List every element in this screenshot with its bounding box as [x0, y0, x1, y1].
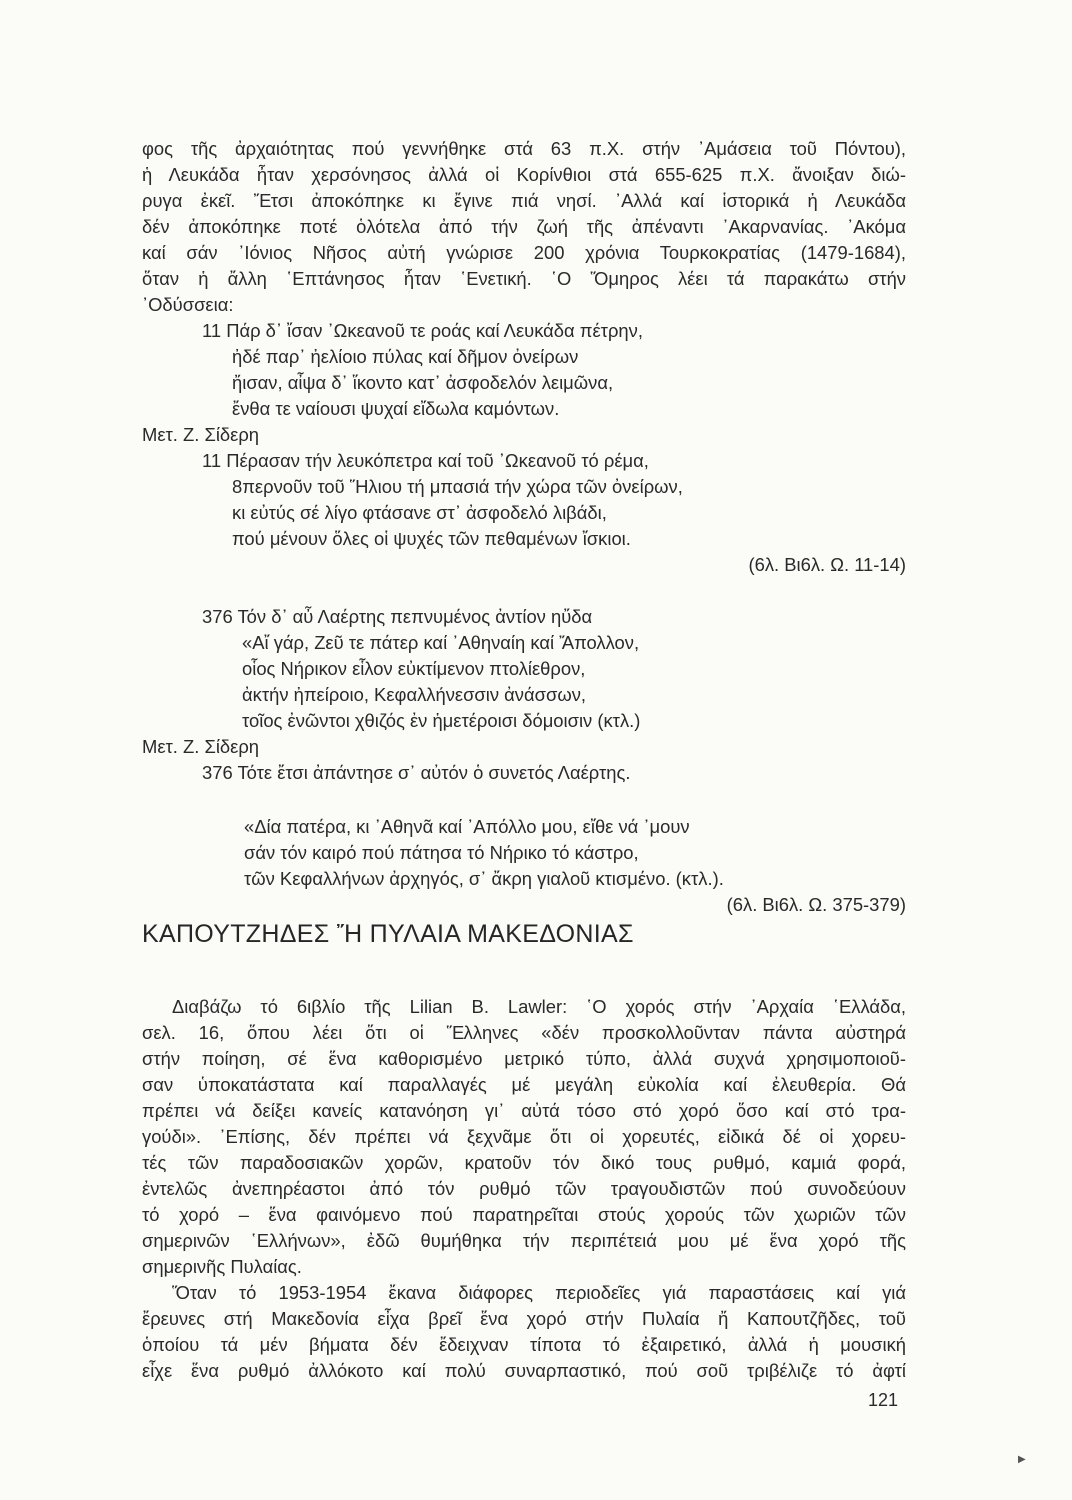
body-line: ᾽Οδύσσεια:: [142, 294, 234, 315]
body-line: ἡ Λευκάδα ἦταν χερσόνησος ἀλλά οἱ Κορίνθιοι στά 655-625 π.Χ. ἄνοιξαν διώ-: [142, 164, 906, 185]
body-line: σημερινῶν ῾Ελλήνων», ἐδῶ θυμήθηκα τήν περιπέτειά μου μέ ἕνα χορό τῆς: [142, 1230, 906, 1251]
body-line: ἐντελῶς ἀνεπηρέαστοι ἀπό τόν ρυθμό τῶν τραγουδιστῶν πού συνοδεύουν: [142, 1178, 906, 1199]
body-line: ἔρευνες στή Μακεδονία εἶχα βρεῖ ἕνα χορό στήν Πυλαία ἤ Καπουτζῆδες, τοῦ: [142, 1308, 906, 1329]
translation-line: σάν τόν καιρό πού πάτησα τό Νήρικο τό κάστρο,: [244, 842, 639, 863]
page-number: 121: [868, 1390, 899, 1410]
body-line: καί σάν ᾽Ιόνιος Νῆσος αὐτή γνώρισε 200 χρόνια Τουρκοκρατίας (1479-1684),: [142, 242, 906, 263]
body-line: γούδι». ᾽Επίσης, δέν πρέπει νά ξεχνᾶμε ὅτι οἱ χορευτές, εἰδικά δέ οἱ χορευ-: [142, 1126, 906, 1147]
verse-line: ἠδέ παρ᾽ ἠελίοιο πύλας καί δῆμον ὀνείρων: [232, 346, 579, 367]
translation-line: τῶν Κεφαλλήνων ἀρχηγός, σ᾽ ἄκρη γιαλοῦ κτισμένο. (κτλ.).: [244, 868, 724, 889]
verse-line: «Αἴ γάρ, Ζεῦ τε πάτερ καί ᾽Αθηναίη καί Ἄπολλον,: [242, 632, 640, 653]
body-line: σαν ὑποκατάστατα καί παραλλαγές μέ μεγάλη εὐκολία καί ἐλευθερία. Θά: [142, 1074, 906, 1095]
body-line: δέν ἀποκόπηκε ποτέ ὁλότελα ἀπό τήν ζωή τῆς ἀπέναντι ᾽Ακαρνανίας. ᾽Ακόμα: [142, 216, 906, 237]
body-line: εἶχε ἕνα ρυθμό ἀλλόκοτο καί πολύ συναρπαστικό, πού σοῦ τριβέλιζε τό ἀφτί: [142, 1360, 906, 1381]
verse-line: 376 Τόν δ᾽ αὖ Λαέρτης πεπνυμένος ἀντίον ηὔδα: [202, 606, 593, 627]
body-line: ὅταν ἡ ἄλλη ῾Επτάνησος ἦταν ῾Ενετική. ῾Ο Ὅμηρος λέει τά παρακάτω στήν: [142, 268, 906, 289]
verse-line: ἔνθα τε ναίουσι ψυχαί εἴδωλα καμόντων.: [232, 398, 560, 419]
verse-reference: (6λ. Βι6λ. Ω. 375-379): [726, 894, 906, 915]
translator-credit: Μετ. Ζ. Σίδερη: [142, 424, 260, 445]
translation-line: «Δία πατέρα, κι ᾽Αθηνᾶ καί ᾽Απόλλο μου, εἴθε νά ᾽μουν: [244, 816, 690, 837]
verse-line: ἀκτήν ἠπείροιο, Κεφαλλήνεσσιν ἀνάσσων,: [242, 684, 586, 705]
translation-line: 376 Τότε ἔτσι ἀπάντησε σ᾽ αὐτόν ὁ συνετός Λαέρτης.: [202, 762, 631, 783]
section-heading: ΚΑΠΟΥΤΖΗΔΕΣ Ἤ ΠΥΛΑΙΑ ΜΑΚΕΔΟΝΙΑΣ: [142, 920, 634, 948]
translator-credit: Μετ. Ζ. Σίδερη: [142, 736, 260, 757]
body-line: σημερινῆς Πυλαίας.: [142, 1256, 302, 1277]
body-line: Διαβάζω τό 6ιβλίο τῆς Lilian B. Lawler: ῾Ο χορός στήν ᾽Αρχαία ῾Ελλάδα,: [172, 996, 906, 1017]
verse-reference: (6λ. Βι6λ. Ω. 11-14): [748, 554, 906, 575]
scan-mark-icon: ▶: [1018, 1454, 1026, 1465]
verse-line: 11 Πάρ δ᾽ ἴσαν ᾽Ωκεανοῦ τε ροάς καί Λευκάδα πέτρην,: [202, 320, 643, 341]
body-line: σελ. 16, ὅπου λέει ὅτι οἱ Ἕλληνες «δέν προσκολλοῦνταν πάντα αὐστηρά: [142, 1022, 906, 1043]
body-line: τό χορό – ἕνα φαινόμενο πού παρατηρεῖται στούς χορούς τῶν χωριῶν τῶν: [142, 1204, 906, 1225]
body-line: ρυγα ἐκεῖ. Ἔτσι ἀποκόπηκε κι ἔγινε πιά νησί. ᾽Αλλά καί ἱστορικά ἡ Λευκάδα: [142, 190, 906, 211]
translation-line: 11 Πέρασαν τήν λευκόπετρα καί τοῦ ᾽Ωκεανοῦ τό ρέμα,: [202, 450, 649, 471]
translation-line: 8περνοῦν τοῦ Ἥλιου τή μπασιά τήν χώρα τῶν ὀνείρων,: [232, 476, 683, 497]
body-line: φος τῆς ἀρχαιότητας πού γεννήθηκε στά 63 π.Χ. στήν ᾽Αμάσεια τοῦ Πόντου),: [142, 138, 906, 159]
body-line: πρέπει νά δείξει κανείς κατανόηση γι᾽ αὐτά τόσο στό χορό ὅσο καί στό τρα-: [142, 1100, 906, 1121]
body-line: Ὅταν τό 1953-1954 ἔκανα διάφορες περιοδεῖες γιά παραστάσεις καί γιά: [172, 1282, 906, 1303]
body-line: ὁποίου τά μέν βήματα δέν ἔδειχναν τίποτα τό ἐξαιρετικό, ἀλλά ἡ μουσική: [142, 1334, 906, 1355]
verse-line: ἤισαν, αἶψα δ᾽ ἵκοντο κατ᾽ ἀσφοδελόν λειμῶνα,: [232, 372, 614, 393]
body-line: τές τῶν παραδοσιακῶν χορῶν, κρατοῦν τόν δικό τους ρυθμό, καμιά φορά,: [142, 1152, 906, 1173]
verse-line: οἷος Νήρικον εἷλον εὐκτίμενον πτολίεθρον,: [242, 658, 586, 679]
translation-line: κι εὐτύς σέ λίγο φτάσανε στ᾽ ἀσφοδελό λιβάδι,: [232, 502, 607, 523]
translation-line: πού μένουν ὅλες οἱ ψυχές τῶν πεθαμένων ἴσκιοι.: [232, 528, 631, 549]
verse-line: τοῖος ἐνῶντοι χθιζός ἐν ἡμετέροισι δόμοισιν (κτλ.): [242, 710, 641, 731]
body-line: στήν ποίηση, σέ ἕνα καθορισμένο μετρικό τύπο, ἀλλά συχνά χρησιμοποιοῦ-: [142, 1048, 906, 1069]
